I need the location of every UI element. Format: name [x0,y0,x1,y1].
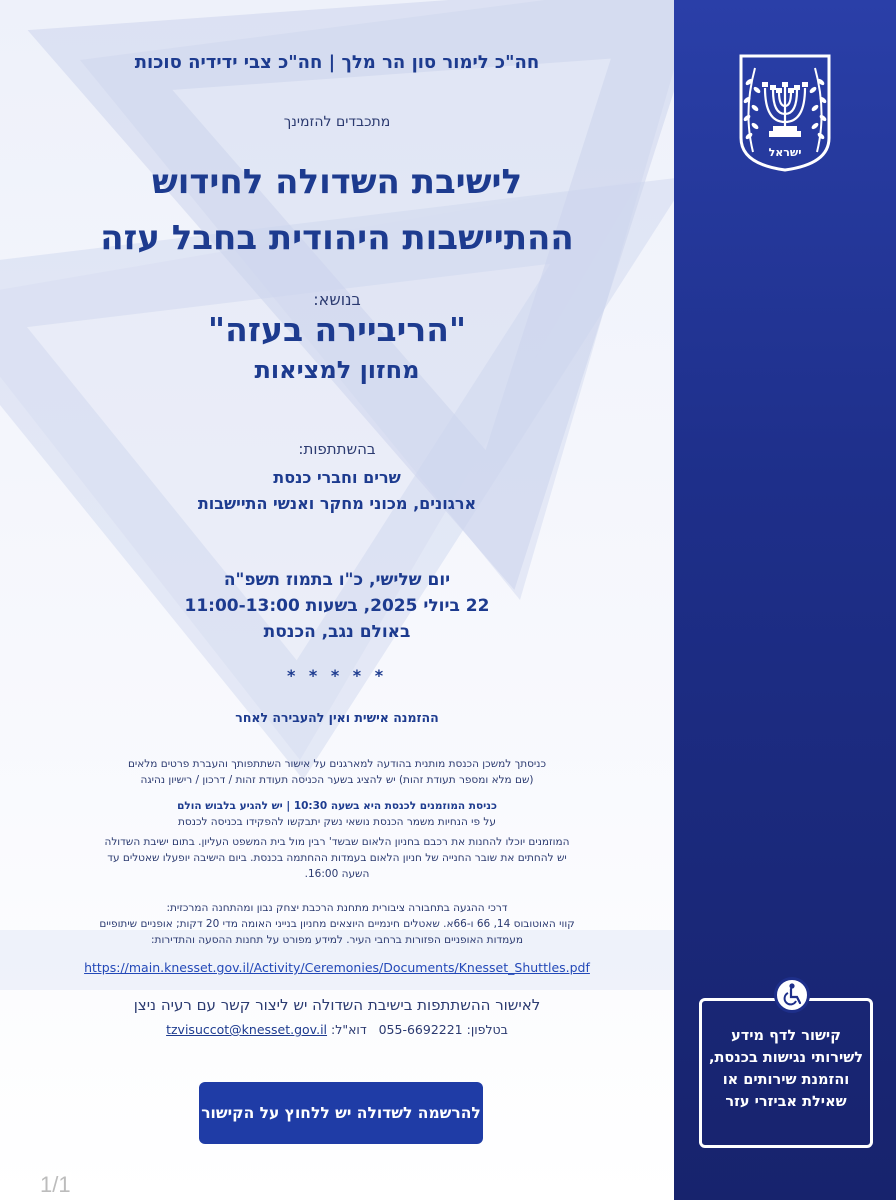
transit-line-3: מעמדות האופניים הפזורות ברחבי העיר. למידע מפורט על תחנות ההסעה והתדירות: [151,934,523,946]
state-emblem-icon [735,52,835,174]
mk-names: חה"כ לימור סון הר מלך | חה"כ צבי ידידיה סוכות [134,52,540,73]
accessibility-line-4: שאילת אביזרי עזר [725,1094,847,1110]
topic-name: "הריביירה בעזה" [207,310,467,349]
transit-line-1: דרכי ההגעה בתחבורה ציבורית מתחנת הרכבת יצחק נבון ומהתחנה המרכזית: [166,902,508,914]
id-instructions [0,756,674,788]
transit-line-2: קווי האוטובוס 14, 66 ו-66א. שאטלים חינמיים היוצאים מחניון בנייני האומה מדי 20 דקות; אופניים שיתופיים [99,918,575,930]
separator-stars: * * * * * [286,666,388,685]
event-date-hebrew: יום שלישי, כ"ו בתמוז תשפ"ה [223,570,451,590]
accessibility-line-3: והזמנת שירותים או [722,1072,850,1088]
event-title [0,154,674,266]
event-location: באולם נגב, הכנסת [263,622,411,642]
register-button[interactable]: להרשמה לשדולה יש ללחוץ על הקישור [199,1082,483,1144]
parking-line-1: המוזמנים יוכלו להחנות את רכבם בחניון הלאום שבשד' רבין מול בית המשפט העליון. בתום ישיבת השדולה [104,836,570,848]
emblem-text: ישראל [768,146,802,159]
topic-subtitle: מחזון למציאות [254,356,420,384]
transit-instructions [0,900,674,948]
title-line-1: לישיבת השדולה לחידוש [151,162,523,202]
contact-details [0,1022,674,1037]
entry-instructions [0,798,674,830]
parking-instructions [0,834,674,882]
entry-time-notice: כניסת המוזמנים לכנסת היא בשעה 10:30 | יש להגיע בלבוש הולם [177,800,497,812]
participation-line-1: שרים וחברי כנסת [273,468,401,487]
honored-text: מתכבדים להזמינך [283,114,391,130]
parking-line-3: השעה 16:00. [304,868,370,880]
accessibility-line-1: קישור לדף מידע [731,1028,841,1044]
page-indicator: 1/1 [40,1172,71,1197]
parking-line-2: יש להחתים את שובר החנייה של חניון הלאום בעמדות ההחתמה בכנסת. ביום הישיבה יופעלו שאטלים עד [107,852,567,864]
wheelchair-icon [774,977,810,1013]
confirm-contact-text: לאישור ההשתתפות בישיבת השדולה יש ליצור קשר עם רעיה ניצן [133,996,541,1014]
personal-invitation-notice: ההזמנה אישית ואין להעבירה לאחר [235,710,439,725]
id-instructions-line-2: (שם מלא ומספר תעודת זהות) יש להציג בשער הכניסה תעודת זהות / דרכון / רישיון נהיגה [140,774,534,786]
phone-label: בטלפון: [466,1022,508,1037]
topic-label: בנושא: [313,290,361,309]
event-date-time: 22 ביולי 2025, בשעות 11:00-13:00 [184,596,490,616]
email-label: דוא"ל: [331,1022,367,1037]
email-link[interactable]: tzvisuccot@knesset.gov.il [166,1022,328,1037]
accessibility-link-box[interactable] [699,998,873,1148]
phone-number[interactable]: 055-6692221 [378,1022,463,1037]
accessibility-text [702,1025,870,1113]
id-instructions-line-1: כניסתך למשכן הכנסת מותנית בהודעה למארגנים על אישור השתתפותך והעברת פרטים מלאים [127,758,547,770]
weapons-notice: על פי הנחיות משמר הכנסת נושאי נשק יתבקשו להפקידו בכניסה לכנסת [178,816,496,828]
title-line-2: ההתיישבות היהודית בחבל עזה [100,218,574,258]
accessibility-line-2: לשירותי נגישות בכנסת, [708,1050,864,1066]
participation-label: בהשתתפות: [298,440,376,458]
participation-line-2: ארגונים, מכוני מחקר ואנשי התיישבות [197,494,477,513]
shuttles-link[interactable]: https://main.knesset.gov.il/Activity/Ceremonies/Documents/Knesset_Shuttles.pdf [84,960,590,975]
